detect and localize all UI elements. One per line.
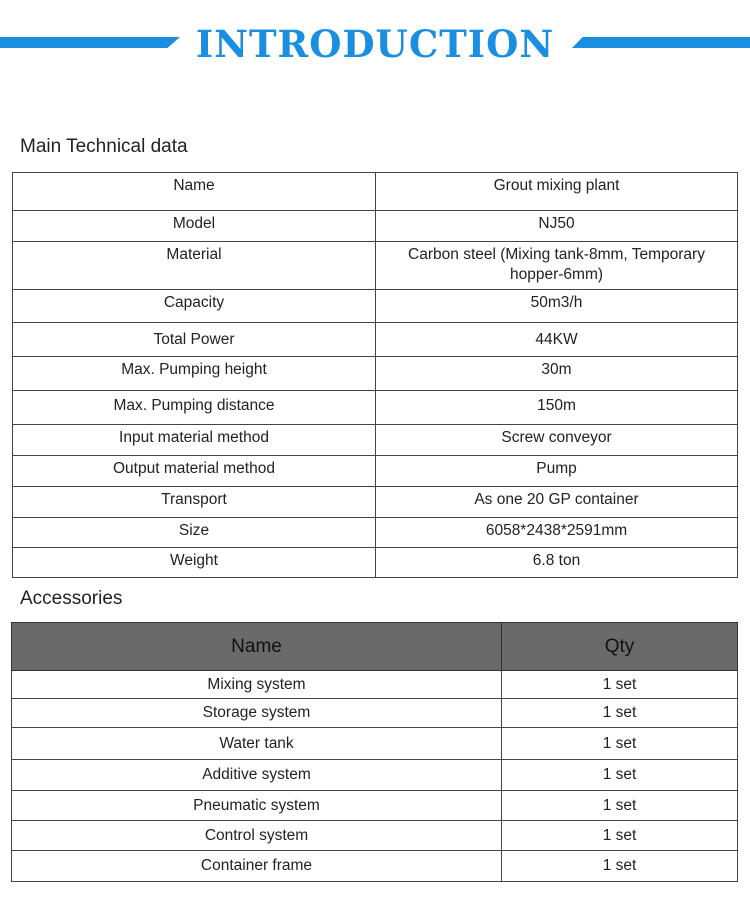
spec-label: Output material method (13, 456, 376, 487)
spec-value: 50m3/h (376, 290, 738, 323)
spec-label: Size (13, 518, 376, 548)
accessory-name: Storage system (12, 699, 502, 728)
spec-label: Weight (13, 548, 376, 578)
accessory-name: Control system (12, 821, 502, 851)
table-row (13, 323, 738, 357)
main-technical-data-title: Main Technical data (20, 136, 188, 157)
spec-label: Capacity (13, 290, 376, 323)
table-row (13, 290, 738, 323)
accessory-name: Container frame (12, 851, 502, 882)
spec-value: Pump (376, 456, 738, 487)
table-row (12, 851, 738, 882)
table-row (12, 728, 738, 760)
accessory-qty: 1 set (502, 821, 738, 851)
accessories-table (11, 622, 738, 882)
accessory-qty: 1 set (502, 699, 738, 728)
accessory-name: Additive system (12, 760, 502, 791)
table-row (13, 425, 738, 456)
accessory-qty: 1 set (502, 728, 738, 760)
table-row (13, 391, 738, 425)
table-header-row (12, 623, 738, 671)
table-row (13, 357, 738, 391)
page-title: INTRODUCTION (195, 22, 555, 66)
spec-value: As one 20 GP container (376, 487, 738, 518)
table-row (12, 821, 738, 851)
accessory-qty: 1 set (502, 760, 738, 791)
technical-data-table (12, 172, 738, 578)
spec-value: Screw conveyor (376, 425, 738, 456)
spec-value: 6058*2438*2591mm (376, 518, 738, 548)
spec-value: 30m (376, 357, 738, 391)
spec-label: Max. Pumping distance (13, 391, 376, 425)
table-row (13, 518, 738, 548)
header-bar-right (572, 37, 750, 48)
spec-value: 44KW (376, 323, 738, 357)
spec-label: Transport (13, 487, 376, 518)
table-row (13, 548, 738, 578)
spec-value: NJ50 (376, 211, 738, 242)
accessory-qty: 1 set (502, 671, 738, 699)
table-row (12, 791, 738, 821)
table-row (12, 671, 738, 699)
accessory-name: Pneumatic system (12, 791, 502, 821)
table-row (13, 173, 738, 211)
accessory-name: Mixing system (12, 671, 502, 699)
table-row (12, 760, 738, 791)
accessories-title: Accessories (20, 588, 123, 609)
spec-label: Material (13, 242, 376, 290)
spec-value: Carbon steel (Mixing tank-8mm, Temporary hopper-6mm) (376, 242, 738, 290)
spec-label: Model (13, 211, 376, 242)
accessory-name: Water tank (12, 728, 502, 760)
header-banner (0, 0, 750, 90)
table-row (13, 487, 738, 518)
accessory-qty: 1 set (502, 791, 738, 821)
table-row (13, 456, 738, 487)
spec-value: Grout mixing plant (376, 173, 738, 211)
spec-label: Name (13, 173, 376, 211)
column-header-name: Name (12, 623, 502, 671)
spec-label: Input material method (13, 425, 376, 456)
table-row (13, 211, 738, 242)
column-header-qty: Qty (502, 623, 738, 671)
spec-value: 150m (376, 391, 738, 425)
spec-label: Max. Pumping height (13, 357, 376, 391)
accessory-qty: 1 set (502, 851, 738, 882)
spec-value: 6.8 ton (376, 548, 738, 578)
table-row (13, 242, 738, 290)
spec-label: Total Power (13, 323, 376, 357)
table-row (12, 699, 738, 728)
